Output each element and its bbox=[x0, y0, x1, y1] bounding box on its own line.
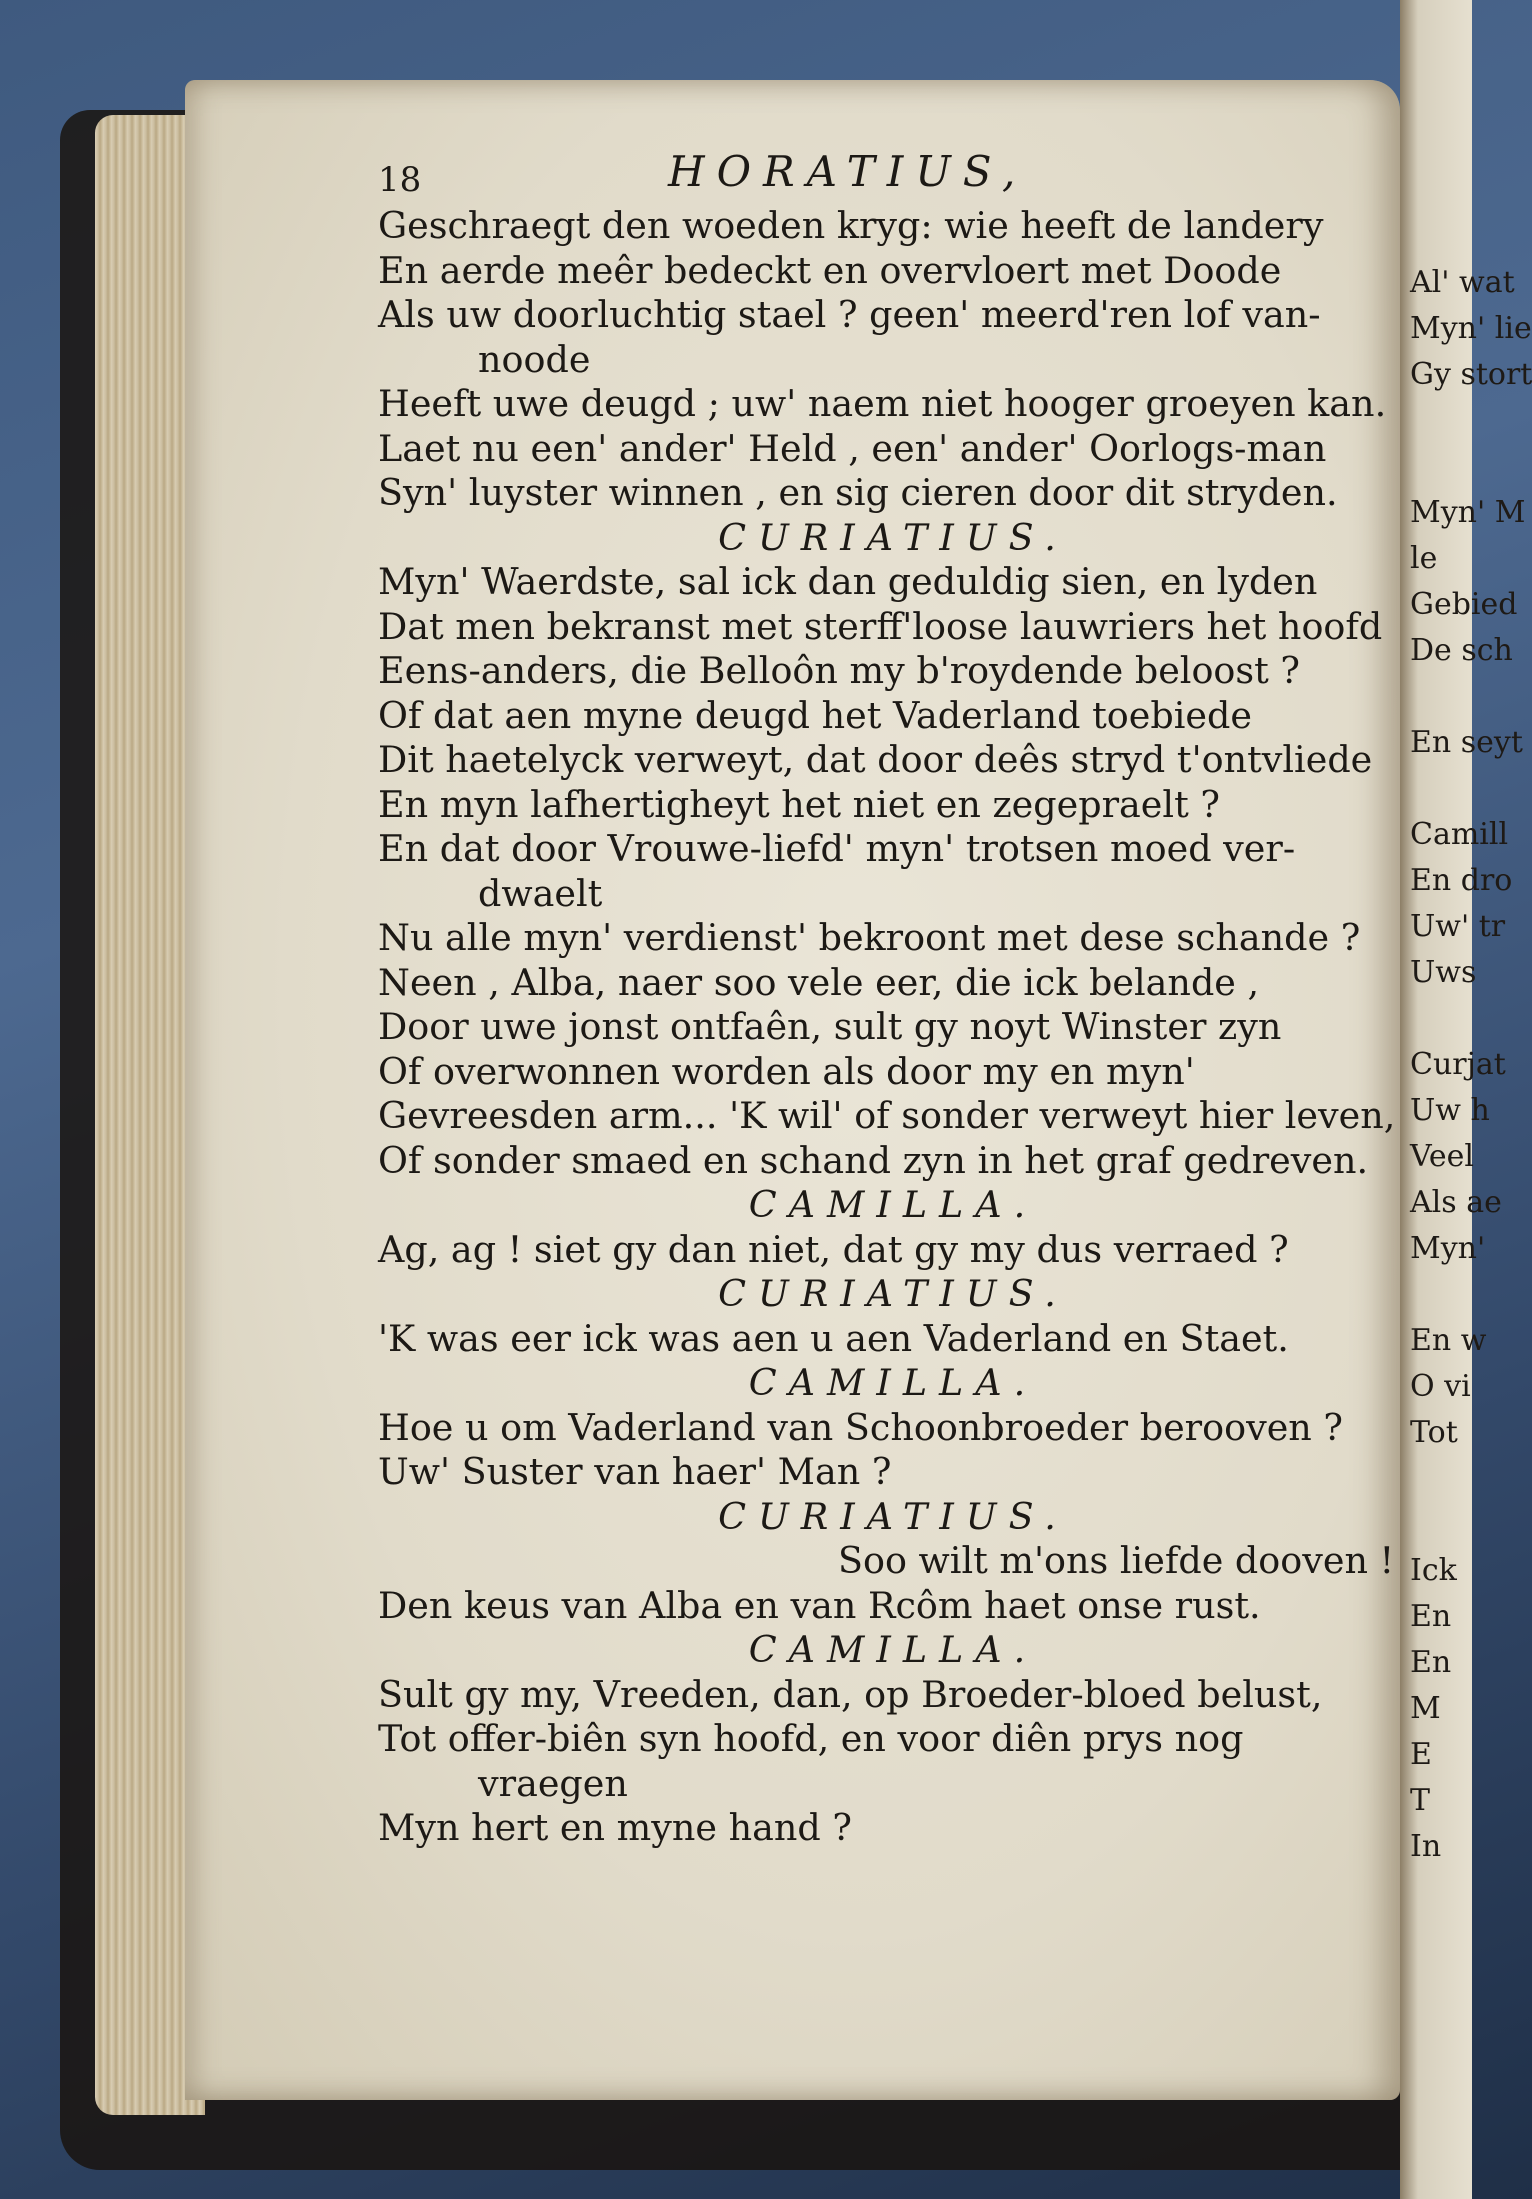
facing-fragment: M bbox=[1410, 1691, 1441, 1726]
verse-line: Myn' Waerdste, sal ick dan geduldig sien, en lyden bbox=[378, 560, 1318, 603]
facing-fragment: De sch bbox=[1410, 633, 1513, 668]
verse-line: Syn' luyster winnen , en sig cieren door dit stryden. bbox=[378, 471, 1338, 514]
verse-line: Of dat aen myne deugd het Vaderland toebiede bbox=[378, 693, 1252, 737]
facing-fragment: In bbox=[1410, 1829, 1442, 1864]
verse-line: Soo wilt m'ons liefde dooven ! bbox=[838, 1539, 1395, 1582]
verse-line: Geschraegt den woeden kryg: wie heeft de landery bbox=[378, 204, 1324, 247]
verse-line: Of overwonnen worden als door my en myn' bbox=[378, 1049, 1195, 1093]
facing-page-text bbox=[1410, 260, 1532, 1870]
facing-fragment: Curjat bbox=[1410, 1047, 1506, 1082]
verse-line: Den keus van Alba en van Rcôm haet onse rust. bbox=[378, 1583, 1261, 1627]
verse-line: noode bbox=[478, 337, 591, 381]
verse-line: Door uwe jonst ontfaên, sult gy noyt Winster zyn bbox=[378, 1005, 1282, 1048]
facing-fragment: E bbox=[1410, 1737, 1432, 1772]
verse-line: Sult gy my, Vreeden, dan, op Broeder-bloed belust, bbox=[378, 1672, 1323, 1716]
verse-line: 'K was eer ick was aen u aen Vaderland en Staet. bbox=[378, 1316, 1289, 1360]
facing-fragment: Tot bbox=[1410, 1415, 1458, 1450]
facing-fragment: Myn' lie bbox=[1410, 311, 1532, 346]
speaker-name: CURIATIUS. bbox=[718, 515, 1068, 559]
facing-fragment: Gebied bbox=[1410, 587, 1518, 622]
running-title: HORATIUS, bbox=[668, 147, 1028, 196]
facing-fragment: En bbox=[1410, 1645, 1452, 1680]
facing-fragment bbox=[1410, 766, 1472, 812]
facing-fragment bbox=[1410, 444, 1472, 490]
verse-line: Laet nu een' ander' Held , een' ander' Oorlogs-man bbox=[378, 426, 1327, 470]
facing-fragment: En bbox=[1410, 1599, 1452, 1634]
page-text bbox=[378, 147, 1396, 1851]
verse-line: Als uw doorluchtig stael ? geen' meerd'ren lof van- bbox=[378, 293, 1321, 336]
facing-fragment bbox=[1410, 996, 1472, 1042]
verse-lines bbox=[378, 204, 1396, 1851]
verse-line: Neen , Alba, naer soo vele eer, die ick belande , bbox=[378, 960, 1260, 1004]
speaker-name: CAMILLA. bbox=[748, 1361, 1038, 1404]
facing-fragment: Uw h bbox=[1410, 1093, 1490, 1128]
facing-fragment: Veel bbox=[1410, 1139, 1475, 1174]
verse-line: Uw' Suster van haer' Man ? bbox=[378, 1450, 892, 1493]
facing-fragment: En w bbox=[1410, 1323, 1487, 1358]
verse-line: Nu alle myn' verdienst' bekroont met dese schande ? bbox=[378, 916, 1361, 959]
verse-line: vraegen bbox=[478, 1761, 628, 1805]
facing-fragment: Camill bbox=[1410, 817, 1509, 852]
speaker-name: CURIATIUS. bbox=[718, 1494, 1068, 1538]
facing-fragment: En seyt bbox=[1410, 725, 1523, 760]
facing-fragment: Uw' tr bbox=[1410, 909, 1506, 944]
verse-line: Dit haetelyck verweyt, dat door deês stryd t'ontvliede bbox=[378, 738, 1373, 781]
facing-fragment: Gy stort bbox=[1410, 357, 1532, 392]
page-header bbox=[378, 147, 1388, 204]
facing-fragment: Als ae bbox=[1410, 1185, 1502, 1220]
verse-line: Eens-anders, die Belloôn my b'roydende beloost ? bbox=[378, 649, 1300, 692]
speaker-name: CAMILLA. bbox=[748, 1628, 1038, 1671]
verse-line: En aerde meêr bedeckt en overvloert met Doode bbox=[378, 248, 1282, 292]
speaker-name: CURIATIUS. bbox=[718, 1272, 1068, 1315]
verse-line: Myn hert en myne hand ? bbox=[378, 1806, 852, 1849]
verse-line: dwaelt bbox=[478, 871, 603, 915]
verse-line: Dat men bekranst met sterff'loose lauwriers het hoofd bbox=[378, 604, 1383, 648]
verse-line: Heeft uwe deugd ; uw' naem niet hooger groeyen kan. bbox=[378, 382, 1387, 425]
facing-fragment bbox=[1410, 674, 1472, 720]
verse-line: Of sonder smaed en schand zyn in het graf gedreven. bbox=[378, 1138, 1369, 1182]
verse-line: Ag, ag ! siet gy dan niet, dat gy my dus verraed ? bbox=[378, 1227, 1289, 1271]
facing-fragment: T bbox=[1410, 1783, 1431, 1818]
facing-fragment bbox=[1410, 398, 1472, 444]
facing-fragment: O vi bbox=[1410, 1369, 1471, 1404]
verse-line: Tot offer-biên syn hoofd, en voor diên prys nog bbox=[378, 1717, 1244, 1760]
facing-fragment: Myn' M bbox=[1410, 495, 1526, 530]
verse-line: Gevreesden arm... 'K wil' of sonder verweyt hier leven, bbox=[378, 1094, 1396, 1137]
facing-fragment bbox=[1410, 1502, 1472, 1548]
page-number: 18 bbox=[378, 160, 422, 200]
facing-fragment bbox=[1410, 1272, 1472, 1318]
speaker-name: CAMILLA. bbox=[748, 1183, 1038, 1226]
facing-fragment: Ick bbox=[1410, 1553, 1457, 1588]
facing-fragment: Al' wat bbox=[1410, 265, 1515, 300]
verse-line: En dat door Vrouwe-liefd' myn' trotsen moed ver- bbox=[378, 827, 1296, 870]
facing-fragment: En dro bbox=[1410, 863, 1513, 898]
verse-line: Hoe u om Vaderland van Schoonbroeder berooven ? bbox=[378, 1405, 1343, 1449]
facing-fragment: Myn' bbox=[1410, 1231, 1486, 1266]
facing-fragment: Uws bbox=[1410, 955, 1477, 990]
facing-fragment bbox=[1410, 1456, 1472, 1502]
facing-fragment: le bbox=[1410, 541, 1438, 576]
verse-line: En myn lafhertigheyt het niet en zegepraelt ? bbox=[378, 782, 1220, 826]
